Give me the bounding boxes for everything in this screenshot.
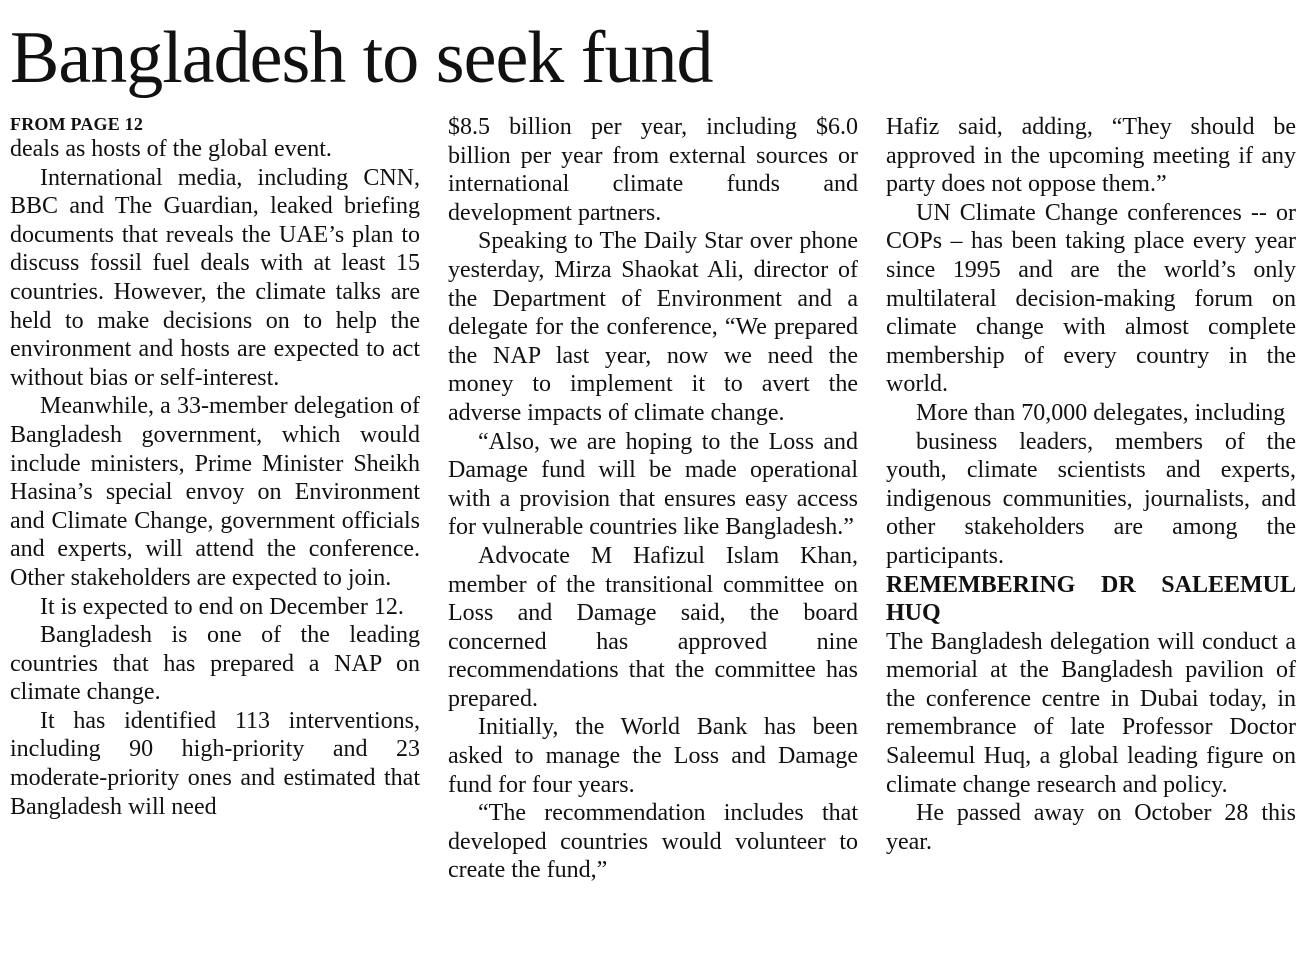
paragraph: Meanwhile, a 33-member delegation of Bangladesh government, which would include ministers, Prime Minister Sheikh Hasina’s special envoy on Environment and Climate Change, government officials and experts, will attend the conference. Other stakeholders are expected to join.: [10, 393, 420, 591]
jump-label: FROM PAGE 12: [10, 114, 144, 134]
paragraph: Hafiz said, adding, “They should be approved in the upcoming meeting if any party does not oppose them.”: [886, 114, 1296, 198]
paragraph: Speaking to The Daily Star over phone yesterday, Mirza Shaokat Ali, director of the Department of Environment and a delegate for the conference, “We prepared the NAP last year, now we need the money to implement it to avert the adverse impacts of climate change.: [448, 228, 858, 426]
headline: Bangladesh to seek fund: [10, 17, 713, 99]
paragraph: “Also, we are hoping to the Loss and Damage fund will be made operational with a provision that ensures easy access for vulnerable countries like Bangladesh.”: [448, 428, 858, 541]
paragraph: Bangladesh is one of the leading countries that has prepared a NAP on climate change.: [10, 622, 420, 706]
article-column-3: [886, 113, 1296, 856]
article-column-1: [10, 113, 420, 821]
paragraph: Initially, the World Bank has been asked to manage the Loss and Damage fund for four years.: [448, 714, 858, 798]
paragraph: International media, including CNN, BBC and The Guardian, leaked briefing documents that reveals the UAE’s plan to discuss fossil fuel deals with at least 15 countries. However, the climate talks are held to make decisions on to help the environment and hosts are expected to act without bias or self-interest.: [10, 164, 420, 391]
paragraph: The Bangladesh delegation will conduct a memorial at the Bangladesh pavilion of the conference centre in Dubai today, in remembrance of late Professor Doctor Saleemul Huq, a global leading figure on climate change research and policy.: [886, 628, 1296, 798]
paragraph: It has identified 113 interventions, including 90 high-priority and 23 moderate-priority ones and estimated that Bangladesh will need: [10, 707, 420, 820]
paragraph: $8.5 billion per year, including $6.0 billion per year from external sources or international climate funds and development partners.: [448, 114, 858, 226]
paragraph: More than 70,000 delegates, including: [916, 399, 1286, 426]
section-subhead: REMEMBERING DR SALEEMUL HUQ: [886, 571, 1296, 627]
paragraph: Advocate M Hafizul Islam Khan, member of the transitional committee on Loss and Damage said, the board concerned has approved nine recommendations that the committee has prepared.: [448, 542, 858, 712]
paragraph: He passed away on October 28 this year.: [886, 800, 1296, 855]
paragraph: It is expected to end on December 12.: [40, 593, 404, 620]
paragraph: deals as hosts of the global event.: [10, 136, 332, 162]
paragraph: UN Climate Change conferences -- or COPs – has been taking place every year since 1995 and are the world’s only multilateral decision-making forum on climate change with almost complete membership of every country in the world.: [886, 199, 1296, 398]
paragraph: business leaders, members of the youth, climate scientists and experts, indigenous communities, journalists, and other stakeholders are among the participants.: [886, 428, 1296, 569]
article-column-2: [448, 113, 858, 885]
paragraph: “The recommendation includes that developed countries would volunteer to create the fund,”: [448, 800, 858, 884]
